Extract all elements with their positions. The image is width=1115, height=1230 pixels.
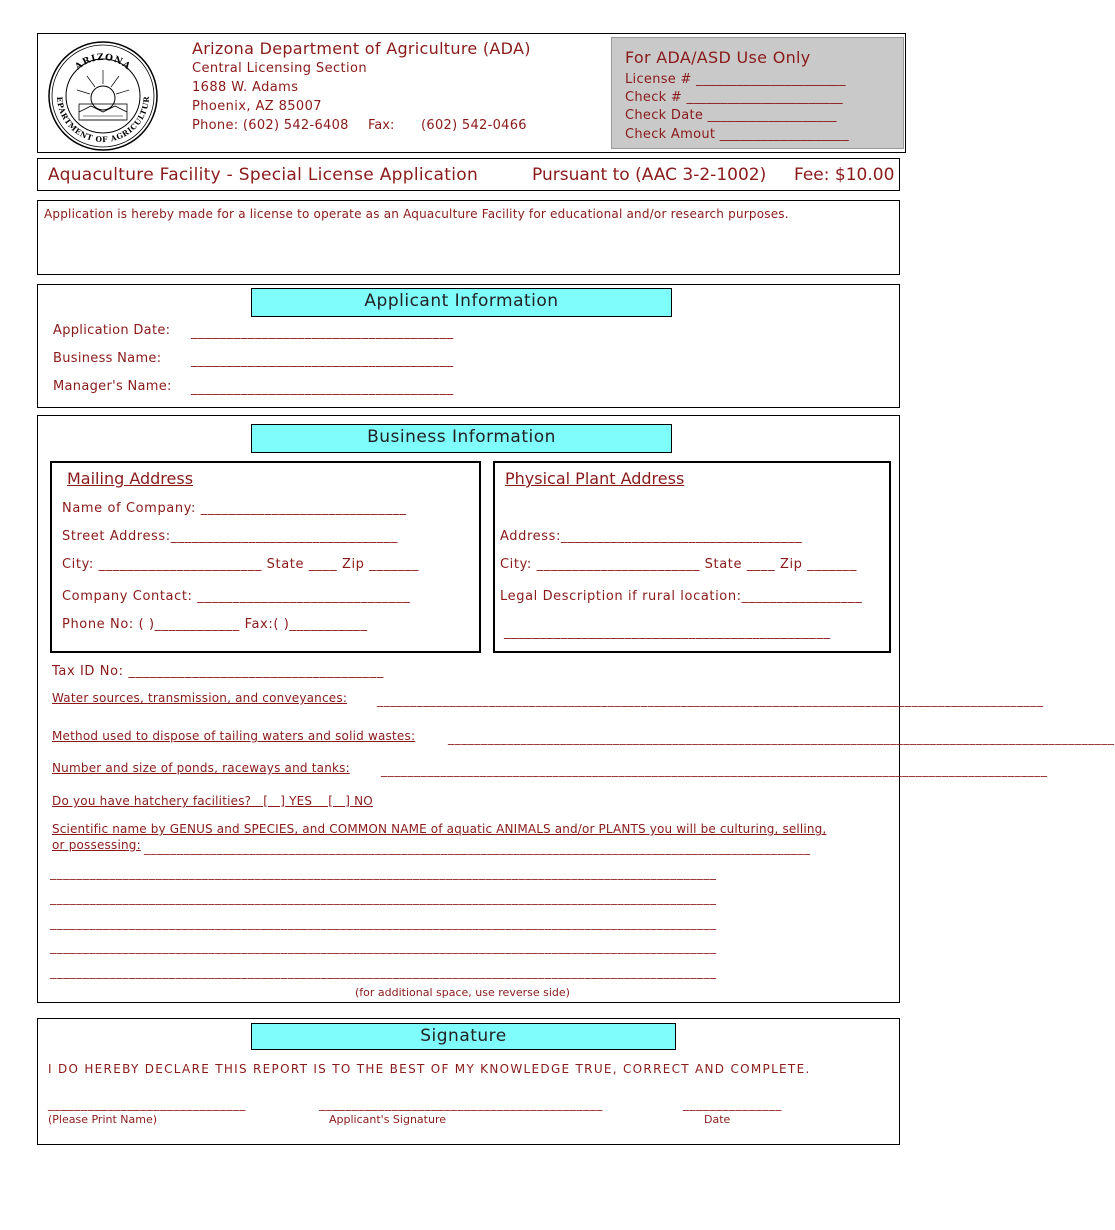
applicant-signature-caption: Applicant's Signature bbox=[329, 1113, 446, 1126]
org-name: Arizona Department of Agriculture (ADA) bbox=[192, 39, 531, 58]
applicant-signature-field[interactable]: ___________________________________________ bbox=[319, 1097, 603, 1111]
org-section: Central Licensing Section bbox=[192, 61, 368, 76]
print-name-field[interactable]: ______________________________ bbox=[48, 1097, 246, 1111]
street-address-field[interactable]: Street Address:________________________________ bbox=[62, 529, 398, 544]
application-date-label: Application Date: bbox=[53, 323, 171, 338]
water-sources-field[interactable]: _____________________________________________________________________________________________________ bbox=[377, 693, 1044, 707]
hatchery-question[interactable]: Do you have hatchery facilities? [ ] YES [ ] NO bbox=[52, 794, 373, 808]
pursuant-text: Pursuant to (AAC 3-2-1002) bbox=[532, 165, 767, 185]
org-fax-number: (602) 542-0466 bbox=[421, 118, 527, 133]
office-use-title: For ADA/ASD Use Only bbox=[625, 48, 811, 67]
office-license-field[interactable]: License # ______________________ bbox=[625, 72, 846, 87]
scientific-name-field-line3[interactable]: _____________________________________________________________________________________________________ bbox=[50, 891, 717, 905]
mailing-city-state-zip-field[interactable]: City: _______________________ State ____ Zip _______ bbox=[62, 557, 419, 572]
org-phone: Phone: (602) 542-6408 bbox=[192, 118, 349, 133]
org-street: 1688 W. Adams bbox=[192, 80, 299, 95]
physical-address-field[interactable]: Address:__________________________________ bbox=[500, 529, 803, 544]
declaration-text: I DO HEREBY DECLARE THIS REPORT IS TO THE BEST OF MY KNOWLEDGE TRUE, CORRECT AND COMPLETE. bbox=[48, 1062, 811, 1076]
company-contact-field[interactable]: Company Contact: ______________________________ bbox=[62, 589, 411, 604]
scientific-name-field-line6[interactable]: _____________________________________________________________________________________________________ bbox=[50, 965, 717, 979]
date-caption: Date bbox=[704, 1113, 731, 1126]
org-city: Phoenix, AZ 85007 bbox=[192, 99, 322, 114]
print-name-caption: (Please Print Name) bbox=[48, 1113, 158, 1126]
office-check-no-field[interactable]: Check # _______________________ bbox=[625, 90, 843, 105]
intro-text: Application is hereby made for a license to operate as an Aquaculture Facility for educational and/or research purposes. bbox=[44, 207, 789, 221]
org-fax-label: Fax: bbox=[368, 118, 395, 133]
scientific-name-label-line2: or possessing: bbox=[52, 838, 141, 852]
date-field[interactable]: _______________ bbox=[683, 1097, 782, 1111]
tax-id-field[interactable]: Tax ID No: ____________________________________ bbox=[52, 664, 384, 679]
manager-name-field[interactable]: _____________________________________ bbox=[191, 381, 454, 396]
business-name-field[interactable]: _____________________________________ bbox=[191, 353, 454, 368]
form-title: Aquaculture Facility - Special License Application bbox=[48, 165, 479, 185]
application-date-field[interactable]: _____________________________________ bbox=[191, 325, 454, 340]
office-check-amount-field[interactable]: Check Amout ___________________ bbox=[625, 127, 849, 142]
business-heading: Business Information bbox=[251, 424, 672, 453]
signature-heading: Signature bbox=[251, 1023, 676, 1050]
applicant-heading: Applicant Information bbox=[251, 288, 672, 317]
legal-description-field[interactable]: Legal Description if rural location:_________________ bbox=[500, 589, 863, 604]
disposal-method-label: Method used to dispose of tailing waters and solid wastes: bbox=[52, 729, 416, 743]
scientific-name-field-line1[interactable]: _____________________________________________________________________________________________________ bbox=[144, 841, 811, 855]
phone-fax-field[interactable]: Phone No: ( )____________ Fax:( )___________ bbox=[62, 617, 368, 632]
scientific-name-field-line4[interactable]: _____________________________________________________________________________________________________ bbox=[50, 916, 717, 930]
additional-space-note: (for additional space, use reverse side) bbox=[355, 986, 570, 999]
scientific-name-field-line2[interactable]: _____________________________________________________________________________________________________ bbox=[50, 866, 717, 880]
manager-name-label: Manager's Name: bbox=[53, 379, 172, 394]
physical-city-state-zip-field[interactable]: City: _______________________ State ____ Zip _______ bbox=[500, 557, 857, 572]
seal-bottom-text: EPARTMENT OF AGRICULTUR bbox=[54, 95, 152, 145]
svg-text:ARIZONA bbox=[73, 53, 133, 73]
ponds-field[interactable]: _____________________________________________________________________________________________________ bbox=[381, 763, 1048, 777]
seal-top-text: ARIZONA bbox=[73, 52, 133, 73]
physical-address-title: Physical Plant Address bbox=[505, 469, 685, 488]
legal-description-extra-line[interactable]: ______________________________________________ bbox=[504, 625, 831, 640]
water-sources-label: Water sources, transmission, and conveyances: bbox=[52, 691, 348, 705]
ponds-label: Number and size of ponds, raceways and tanks: bbox=[52, 761, 350, 775]
office-check-date-field[interactable]: Check Date ___________________ bbox=[625, 108, 837, 123]
company-name-field[interactable]: Name of Company: _____________________________ bbox=[62, 501, 407, 516]
fee-text: Fee: $10.00 bbox=[794, 165, 895, 185]
scientific-name-field-line5[interactable]: _____________________________________________________________________________________________________ bbox=[50, 940, 717, 954]
state-seal bbox=[47, 40, 159, 152]
mailing-address-title: Mailing Address bbox=[67, 469, 194, 488]
business-name-label: Business Name: bbox=[53, 351, 162, 366]
disposal-method-field[interactable]: _____________________________________________________________________________________________________ bbox=[448, 731, 1115, 745]
scientific-name-label-line1: Scientific name by GENUS and SPECIES, and COMMON NAME of aquatic ANIMALS and/or PLANTS you will be culturing, selling, bbox=[52, 822, 827, 836]
